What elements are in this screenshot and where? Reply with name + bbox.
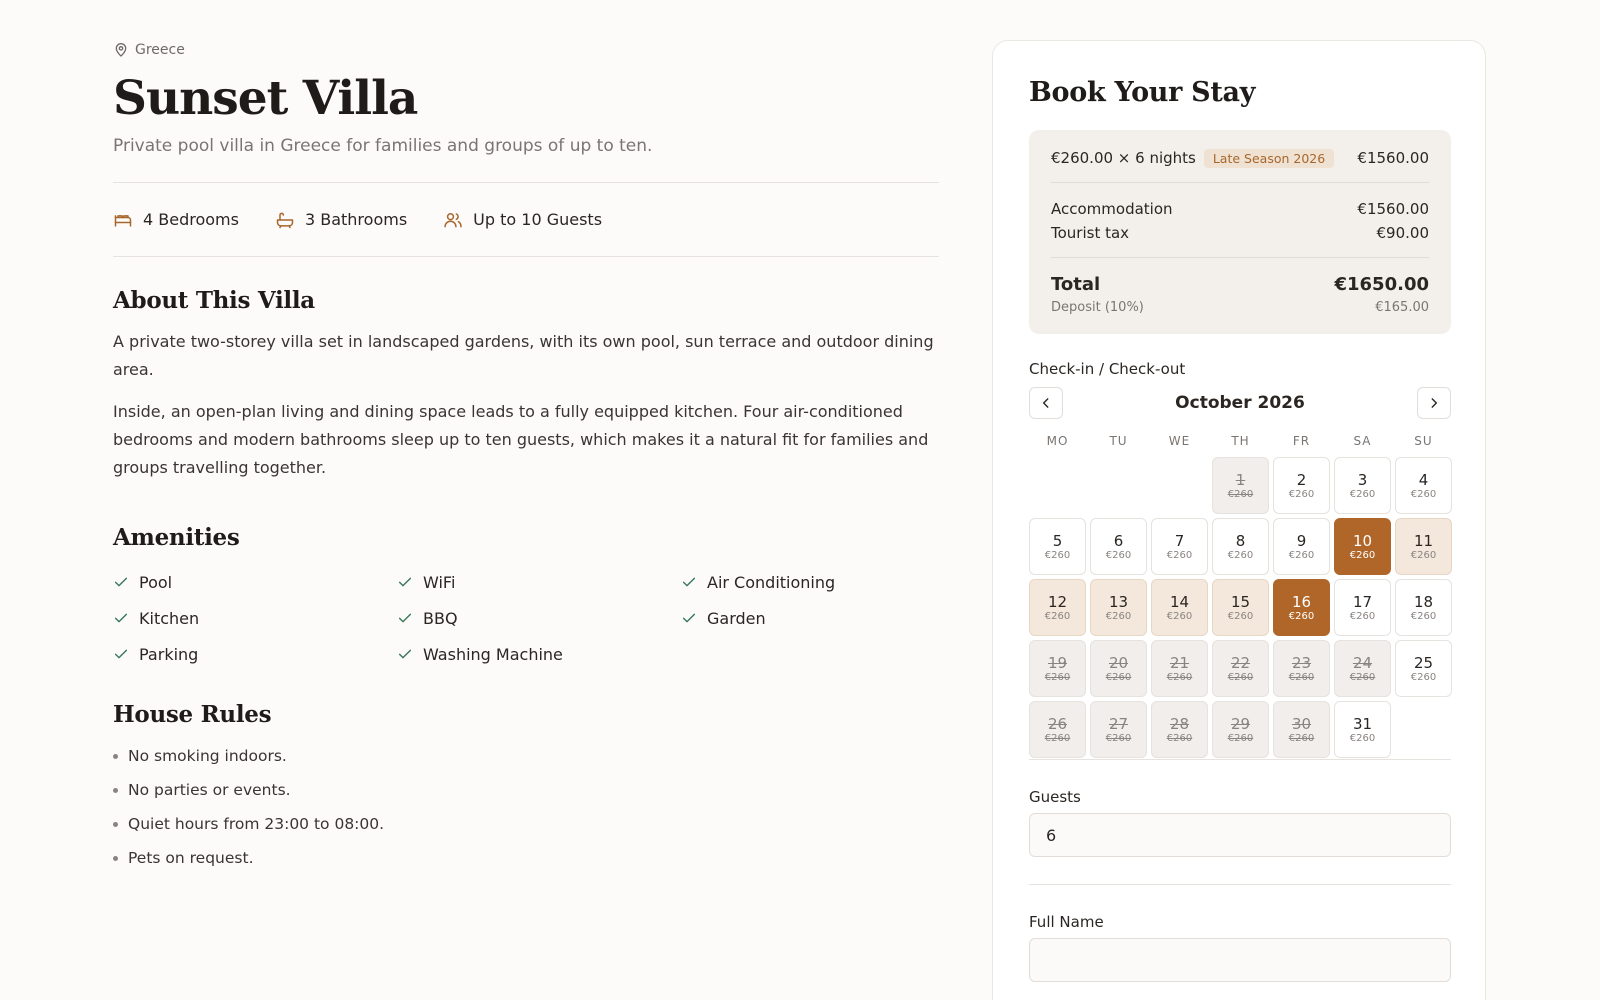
accommodation-value: €1560.00	[1357, 200, 1429, 218]
stat-bedrooms-text: 4 Bedrooms	[143, 210, 239, 229]
calendar-day-23	[1273, 640, 1330, 697]
accommodation-label: Accommodation	[1051, 200, 1173, 218]
amenity-item	[681, 607, 939, 629]
rule-item: No smoking indoors.	[113, 746, 939, 766]
calendar-grid	[1029, 457, 1451, 760]
amenities-heading: Amenities	[113, 524, 240, 551]
day-number: 1	[1235, 470, 1246, 489]
day-number: 3	[1357, 470, 1368, 489]
day-price: €260	[1044, 732, 1071, 744]
weekday-label: WE	[1168, 434, 1191, 448]
day-number: 2	[1296, 470, 1307, 489]
total-label: Total	[1051, 274, 1101, 295]
calendar-day-20	[1090, 640, 1147, 697]
day-number: 27	[1108, 714, 1129, 733]
total-row	[1051, 272, 1429, 298]
weekday-header	[1029, 434, 1451, 448]
users-icon	[443, 210, 463, 230]
day-price: €260	[1410, 549, 1437, 561]
calendar-day-17[interactable]	[1334, 579, 1391, 636]
amenity-label: WiFi	[423, 572, 456, 592]
day-price: €260	[1105, 671, 1132, 683]
check-icon	[113, 646, 129, 662]
about-paragraph-2: Inside, an open-plan living and dining space leads to a fully equipped kitchen. Four air-conditioned bedrooms and modern bathrooms sleep up to ten guests, which makes it a natural fit for families and groups travelling together.	[113, 402, 929, 477]
calendar-day-16[interactable]	[1273, 579, 1330, 636]
about-paragraph-1: A private two-storey villa set in landscaped gardens, with its own pool, sun terrace and outdoor dining area.	[113, 332, 934, 379]
day-number: 24	[1352, 653, 1373, 672]
calendar-day-9[interactable]	[1273, 518, 1330, 575]
calendar-day-4[interactable]	[1395, 457, 1452, 514]
calendar-day-3[interactable]	[1334, 457, 1391, 514]
stat-guests-text: Up to 10 Guests	[473, 210, 603, 229]
day-price: €260	[1044, 610, 1071, 622]
day-number: 22	[1230, 653, 1251, 672]
day-price: €260	[1105, 610, 1132, 622]
calendar-day-2[interactable]	[1273, 457, 1330, 514]
calendar-label: Check-in / Check-out	[1029, 360, 1186, 378]
calendar-day-28	[1151, 701, 1208, 758]
amenity-item	[397, 643, 681, 665]
amenity-item	[397, 607, 681, 629]
day-number: 19	[1047, 653, 1068, 672]
calendar-day-31[interactable]	[1334, 701, 1391, 758]
calendar-day-13[interactable]	[1090, 579, 1147, 636]
day-price: €260	[1044, 549, 1071, 561]
calendar-day-1	[1212, 457, 1269, 514]
rate-line: €260.00 × 6 nights	[1051, 149, 1196, 167]
rule-item: No parties or events.	[113, 780, 939, 800]
rule-item: Quiet hours from 23:00 to 08:00.	[113, 814, 939, 834]
calendar-day-8[interactable]	[1212, 518, 1269, 575]
day-price: €260	[1227, 549, 1254, 561]
weekday-label: MO	[1046, 434, 1069, 448]
weekday-label: TH	[1231, 434, 1250, 448]
calendar-day-29	[1212, 701, 1269, 758]
calendar-day-27	[1090, 701, 1147, 758]
day-number: 7	[1174, 531, 1185, 550]
day-number: 23	[1291, 653, 1312, 672]
calendar-day-11[interactable]	[1395, 518, 1452, 575]
calendar-blank	[1090, 457, 1147, 514]
amenity-item	[681, 571, 939, 593]
day-number: 16	[1291, 592, 1312, 611]
day-price: €260	[1288, 549, 1315, 561]
check-icon	[397, 646, 413, 662]
amenity-item	[113, 643, 397, 665]
stat-bathrooms-text: 3 Bathrooms	[304, 210, 408, 229]
amenity-label: Garden	[707, 608, 766, 628]
day-price: €260	[1349, 610, 1376, 622]
amenity-item	[397, 571, 681, 593]
amenity-label: Parking	[139, 644, 199, 664]
next-month-button[interactable]	[1417, 387, 1451, 419]
day-number: 15	[1230, 592, 1251, 611]
weekday-label: SU	[1414, 434, 1433, 448]
deposit-label: Deposit (10%)	[1051, 300, 1144, 315]
calendar-day-18[interactable]	[1395, 579, 1452, 636]
day-number: 11	[1413, 531, 1434, 550]
villa-details	[113, 40, 939, 882]
weekday-label: TU	[1109, 434, 1128, 448]
calendar-day-15[interactable]	[1212, 579, 1269, 636]
day-price: €260	[1349, 488, 1376, 500]
tax-value: €90.00	[1376, 224, 1429, 242]
booking-title: Book Your Stay	[1029, 77, 1256, 108]
guests-input[interactable]: 6	[1029, 813, 1451, 857]
day-price: €260	[1227, 488, 1254, 500]
day-number: 29	[1230, 714, 1251, 733]
calendar-day-26	[1029, 701, 1086, 758]
house-rules-list	[113, 746, 939, 868]
day-price: €260	[1105, 732, 1132, 744]
stat-bedrooms	[113, 210, 239, 230]
villa-stats	[113, 182, 939, 257]
form-divider	[1029, 884, 1451, 885]
booking-card	[992, 40, 1486, 1000]
day-number: 18	[1413, 592, 1434, 611]
calendar-month: October 2026	[1175, 393, 1305, 413]
calendar-day-14[interactable]	[1151, 579, 1208, 636]
day-number: 10	[1352, 531, 1373, 550]
summary-divider	[1051, 182, 1429, 183]
total-value: €1650.00	[1334, 274, 1429, 295]
day-number: 20	[1108, 653, 1129, 672]
day-price: €260	[1105, 549, 1132, 561]
calendar-day-7[interactable]	[1151, 518, 1208, 575]
day-number: 21	[1169, 653, 1190, 672]
check-icon	[113, 574, 129, 590]
amenity-item	[113, 607, 397, 629]
amenity-label: BBQ	[423, 608, 458, 628]
chevron-right-icon	[1427, 396, 1441, 410]
amenities-list	[113, 571, 939, 665]
day-price: €260	[1410, 671, 1437, 683]
calendar-day-22	[1212, 640, 1269, 697]
check-icon	[397, 610, 413, 626]
day-price: €260	[1410, 488, 1437, 500]
calendar-day-21	[1151, 640, 1208, 697]
check-icon	[681, 574, 697, 590]
calendar-day-30	[1273, 701, 1330, 758]
day-number: 8	[1235, 531, 1246, 550]
location	[113, 40, 939, 60]
weekday-label: FR	[1292, 434, 1311, 448]
house-rules-heading: House Rules	[113, 701, 272, 728]
day-number: 6	[1113, 531, 1124, 550]
calendar-day-5[interactable]	[1029, 518, 1086, 575]
calendar-header	[1029, 386, 1451, 420]
day-price: €260	[1166, 549, 1193, 561]
day-number: 14	[1169, 592, 1190, 611]
deposit-value: €165.00	[1375, 300, 1429, 315]
check-icon	[681, 610, 697, 626]
day-price: €260	[1288, 671, 1315, 683]
tax-label: Tourist tax	[1051, 224, 1130, 242]
amenity-label: Air Conditioning	[707, 572, 836, 592]
stat-guests	[443, 210, 602, 230]
stat-bathrooms	[275, 210, 407, 230]
page-title: Sunset Villa	[113, 71, 418, 126]
amenity-label: Kitchen	[139, 608, 200, 628]
day-price: €260	[1044, 671, 1071, 683]
deposit-row	[1051, 298, 1429, 318]
about-heading: About This Villa	[113, 287, 315, 314]
day-number: 13	[1108, 592, 1129, 611]
day-price: €260	[1166, 610, 1193, 622]
day-price: €260	[1166, 732, 1193, 744]
tax-row	[1051, 221, 1429, 245]
day-number: 30	[1291, 714, 1312, 733]
day-number: 4	[1418, 470, 1429, 489]
calendar-blank	[1151, 457, 1208, 514]
day-price: €260	[1349, 732, 1376, 744]
check-icon	[113, 610, 129, 626]
check-icon	[397, 574, 413, 590]
calendar-blank	[1029, 457, 1086, 514]
day-price: €260	[1288, 732, 1315, 744]
day-number: 5	[1052, 531, 1063, 550]
map-pin-icon	[113, 42, 129, 58]
bath-icon	[275, 210, 295, 230]
page-subtitle: Private pool villa in Greece for families and groups of up to ten.	[113, 136, 653, 156]
full-name-label: Full Name	[1029, 913, 1104, 931]
amenity-item	[113, 571, 397, 593]
season-badge: Late Season 2026	[1204, 149, 1334, 168]
day-number: 17	[1352, 592, 1373, 611]
amenity-label: Washing Machine	[423, 644, 563, 664]
summary-divider	[1051, 257, 1429, 258]
day-price: €260	[1166, 671, 1193, 683]
day-price: €260	[1288, 610, 1315, 622]
rate-total: €1560.00	[1357, 149, 1429, 167]
day-price: €260	[1227, 732, 1254, 744]
calendar-day-24	[1334, 640, 1391, 697]
day-price: €260	[1227, 610, 1254, 622]
day-number: 31	[1352, 714, 1373, 733]
calendar-day-19	[1029, 640, 1086, 697]
accommodation-row	[1051, 197, 1429, 221]
day-number: 9	[1296, 531, 1307, 550]
prev-month-button[interactable]	[1029, 387, 1063, 419]
weekday-label: SA	[1353, 434, 1372, 448]
day-number: 26	[1047, 714, 1068, 733]
day-price: €260	[1288, 488, 1315, 500]
bed-icon	[113, 210, 133, 230]
day-price: €260	[1349, 549, 1376, 561]
day-number: 28	[1169, 714, 1190, 733]
calendar-day-25[interactable]	[1395, 640, 1452, 697]
full-name-input[interactable]	[1029, 938, 1451, 982]
day-price: €260	[1227, 671, 1254, 683]
guests-label: Guests	[1029, 788, 1081, 806]
calendar-day-12[interactable]	[1029, 579, 1086, 636]
day-price: €260	[1410, 610, 1437, 622]
chevron-left-icon	[1039, 396, 1053, 410]
amenity-label: Pool	[139, 572, 173, 592]
calendar-day-10[interactable]	[1334, 518, 1391, 575]
rule-item: Pets on request.	[113, 848, 939, 868]
price-summary	[1029, 130, 1451, 334]
day-number: 12	[1047, 592, 1068, 611]
location-text: Greece	[135, 42, 185, 58]
day-price: €260	[1349, 671, 1376, 683]
calendar-day-6[interactable]	[1090, 518, 1147, 575]
rate-row	[1051, 146, 1429, 170]
day-number: 25	[1413, 653, 1434, 672]
